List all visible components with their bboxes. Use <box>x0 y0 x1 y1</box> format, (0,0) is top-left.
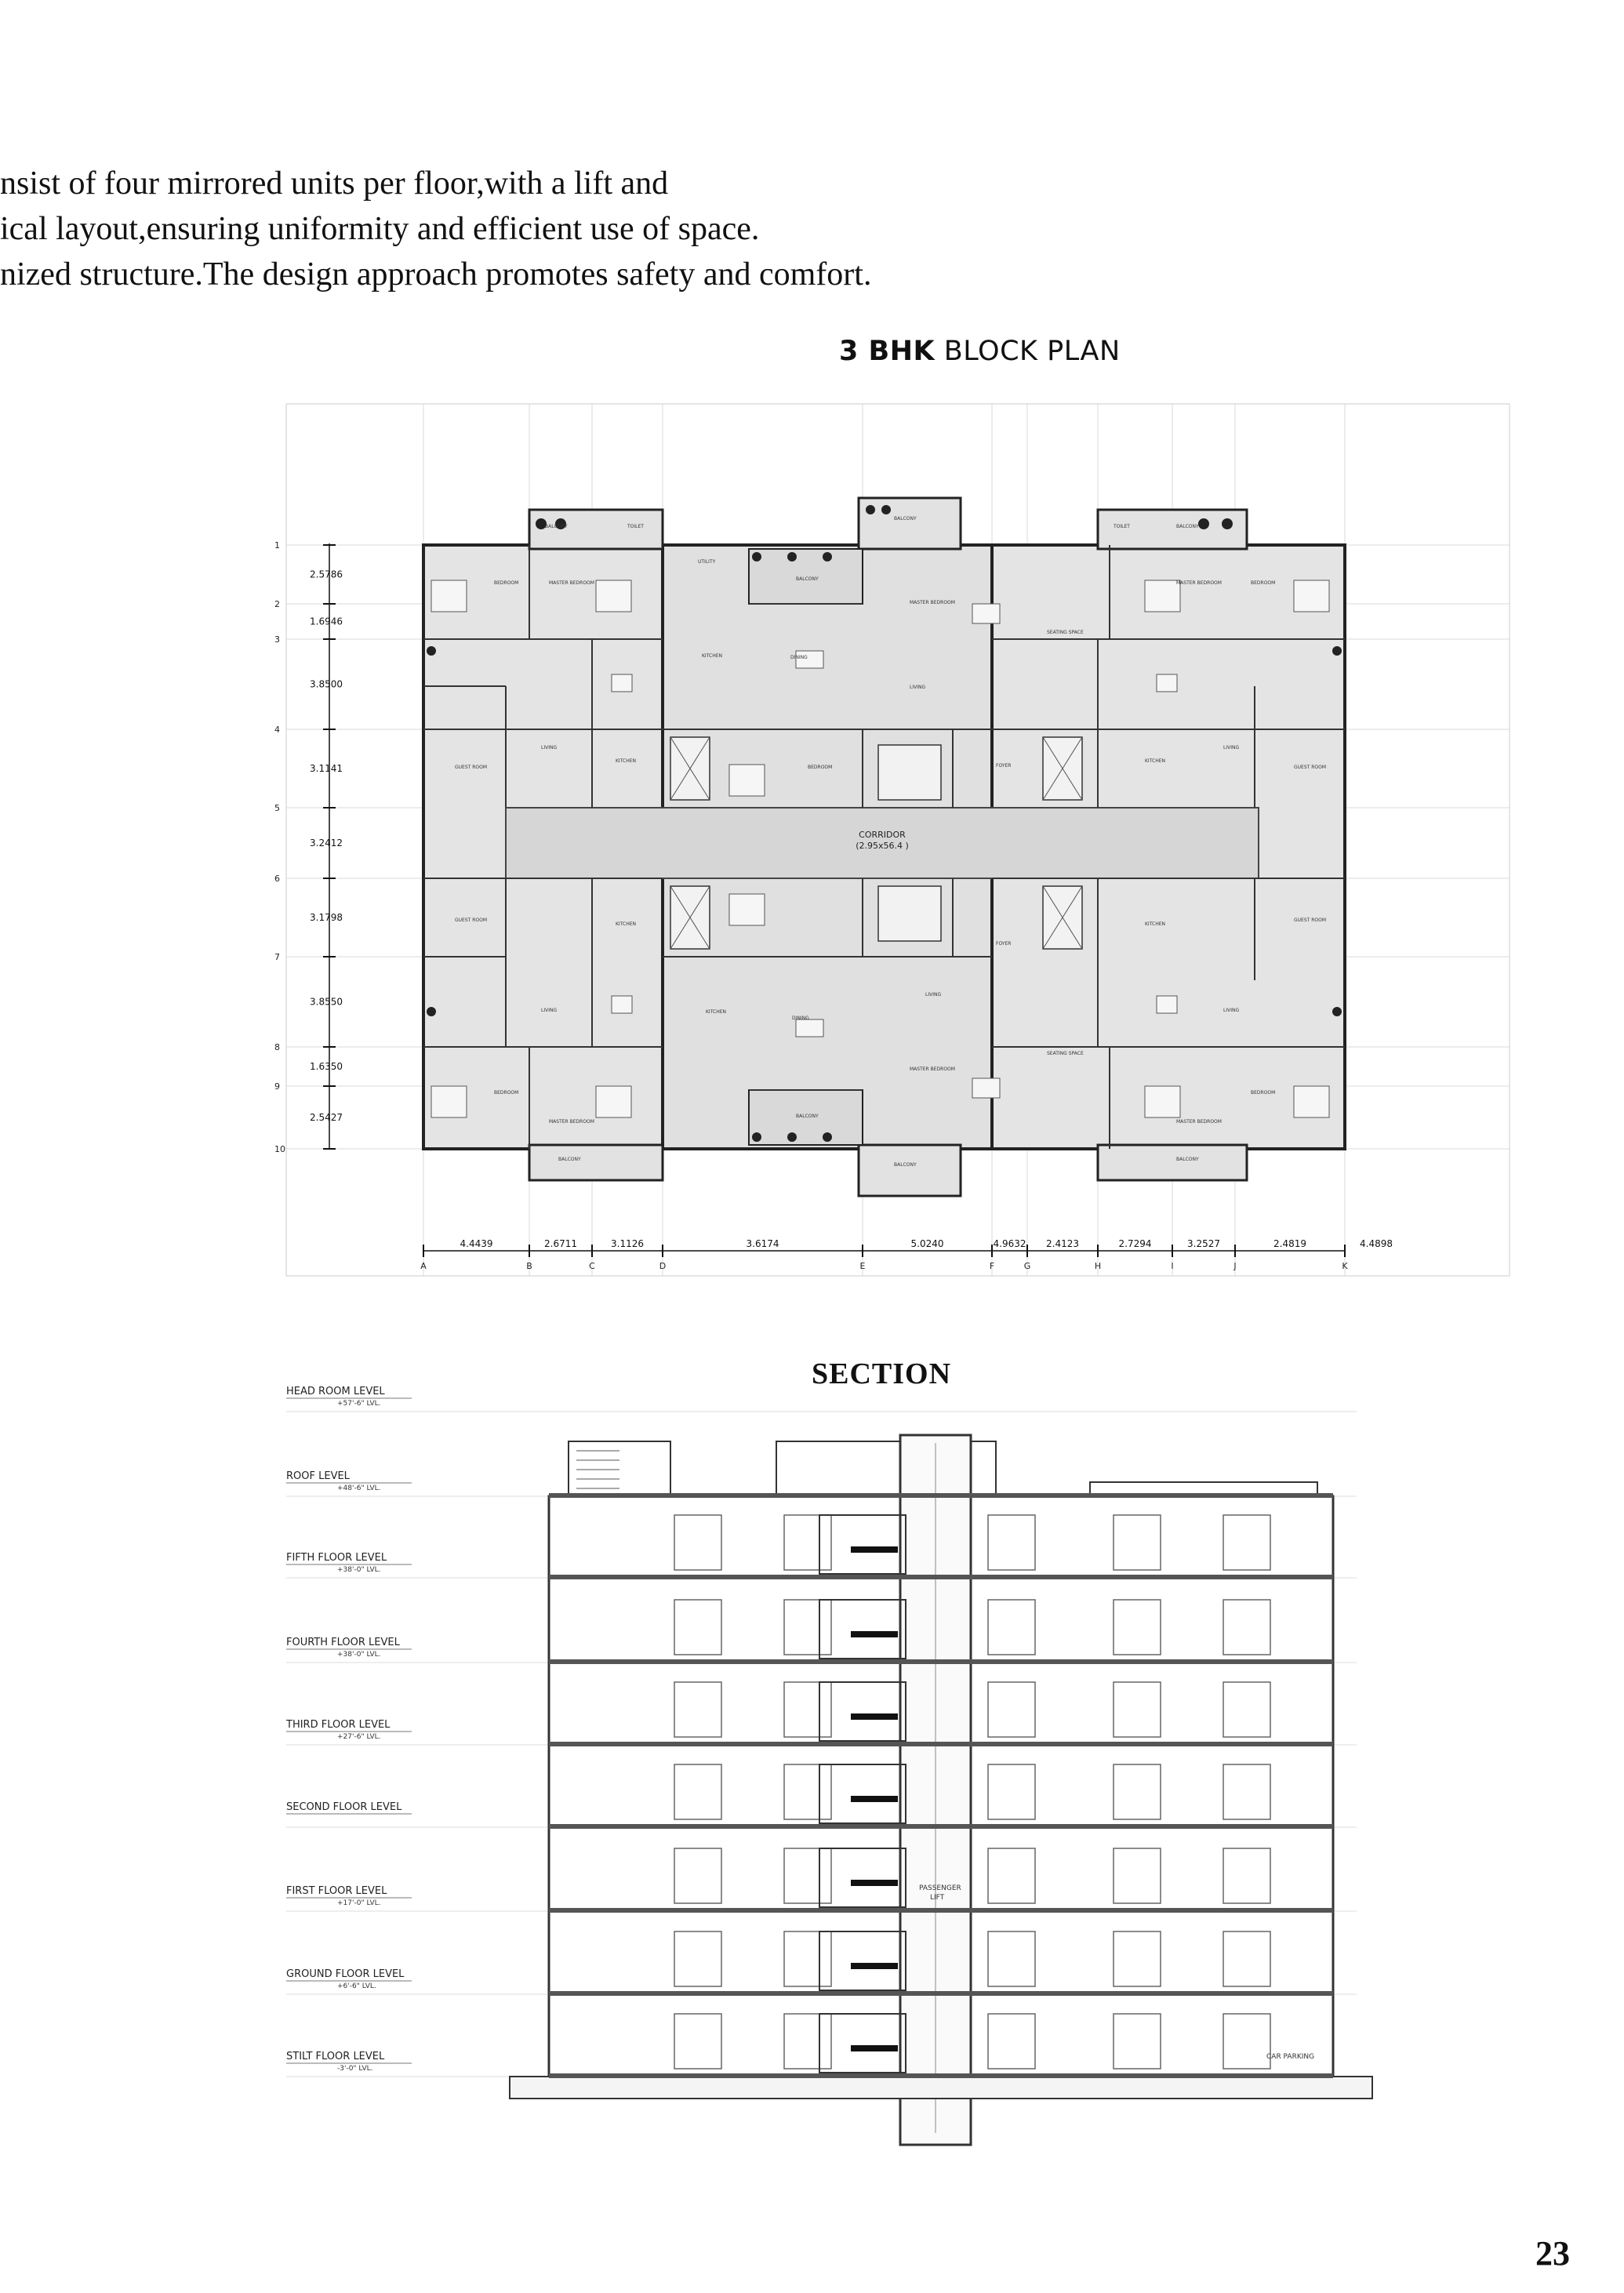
row-dimension: 3.8550 <box>310 996 343 1008</box>
level-name: HEAD ROOM LEVEL <box>286 1386 385 1397</box>
room-label-seating-n: SEATING SPACE <box>1047 630 1084 635</box>
level-name: GROUND FLOOR LEVEL <box>286 1968 405 1980</box>
level-name: STILT FLOOR LEVEL <box>286 2051 385 2062</box>
level-name: ROOF LEVEL <box>286 1470 350 1482</box>
window <box>674 1931 721 1986</box>
window <box>674 1682 721 1737</box>
wardrobe <box>819 1600 906 1659</box>
window <box>1114 1682 1161 1737</box>
floor-slab <box>549 1659 1333 1664</box>
col-dimension: 4.4898 <box>1360 1238 1393 1249</box>
level-name: THIRD FLOOR LEVEL <box>286 1719 391 1731</box>
room-label-kitchen-se: KITCHEN <box>1145 921 1165 927</box>
grid-col-id: I <box>1171 1261 1174 1271</box>
room-label-seating-s: SEATING SPACE <box>1047 1051 1084 1056</box>
floor-slab <box>549 1493 1333 1498</box>
window <box>1114 1515 1161 1570</box>
window <box>988 1848 1035 1903</box>
window <box>1223 1764 1270 1819</box>
room-label-bedroom-se: BEDROOM <box>1251 1090 1276 1096</box>
room-label-dining-s: DINING <box>792 1016 809 1021</box>
room-label-balcony-nw: BALCONY <box>545 524 568 529</box>
col-dimension: 3.6174 <box>746 1238 779 1249</box>
room-label-toilet-ne: TOILET <box>1114 524 1130 529</box>
row-dimension: 3.8500 <box>310 678 343 690</box>
shelf <box>851 1631 898 1637</box>
grid-col-id: D <box>659 1261 667 1271</box>
window <box>1223 1600 1270 1655</box>
level-name: SECOND FLOOR LEVEL <box>286 1801 402 1813</box>
window <box>784 2014 831 2069</box>
col-dimension: 3.2527 <box>1187 1238 1220 1249</box>
col-dimension: 2.7294 <box>1118 1238 1152 1249</box>
room-label-foyer-n: FOYER <box>996 763 1012 769</box>
row-dimension: 3.2412 <box>310 838 343 849</box>
room-label-kitchen-sw: KITCHEN <box>616 921 636 927</box>
room-label-foyer-s: FOYER <box>996 941 1012 947</box>
window <box>1223 2014 1270 2069</box>
section-building <box>510 1435 1372 2145</box>
window <box>784 1931 831 1986</box>
window <box>674 1600 721 1655</box>
room-label-balcony-n2: BALCONY <box>796 576 819 582</box>
room-label-kitchen-s: KITCHEN <box>706 1009 726 1015</box>
window <box>1114 1848 1161 1903</box>
window <box>784 1764 831 1819</box>
col-dimension: 2.6711 <box>544 1238 577 1249</box>
grid-col-id: A <box>420 1261 427 1271</box>
room-label-kitchen-nw: KITCHEN <box>616 758 636 764</box>
floor-slab <box>549 1991 1333 1996</box>
grid-row-id: 5 <box>274 803 280 813</box>
level-name: FIRST FLOOR LEVEL <box>286 1885 387 1897</box>
intro-line-2: ical layout,ensuring uniformity and efficient use of space. <box>0 211 760 247</box>
shelf <box>851 1713 898 1720</box>
room-label-balcony-s2: BALCONY <box>796 1114 819 1119</box>
level-value: +57'-6" LVL. <box>337 1400 381 1408</box>
wardrobe <box>819 2014 906 2073</box>
window <box>988 2014 1035 2069</box>
intro-line-3: nized structure.The design approach promotes safety and comfort. <box>0 256 872 293</box>
block-plan-title-rest: BLOCK PLAN <box>935 336 1121 367</box>
wardrobe <box>819 1931 906 1990</box>
window <box>784 1515 831 1570</box>
wardrobe <box>819 1848 906 1907</box>
window <box>988 1682 1035 1737</box>
room-label-master-bedroom-s: MASTER BEDROOM <box>910 1067 955 1072</box>
room-label-living-n: LIVING <box>910 685 926 690</box>
room-label-guest-se: GUEST ROOM <box>1294 918 1327 923</box>
room-label-dining-n: DINING <box>790 655 808 660</box>
room-label-master-bedroom-sw: MASTER BEDROOM <box>549 1119 594 1125</box>
grid-col-id: B <box>526 1261 532 1271</box>
room-label-living-nw: LIVING <box>541 745 558 750</box>
grid-row-id: 7 <box>274 952 280 962</box>
room-label-balcony-se: BALCONY <box>1176 1157 1199 1162</box>
level-value: +6'-6" LVL. <box>337 1982 376 1990</box>
window <box>674 1515 721 1570</box>
window <box>988 1600 1035 1655</box>
row-dimension: 1.6350 <box>310 1061 343 1072</box>
level-value: +17'-0" LVL. <box>337 1899 381 1907</box>
level-value: +48'-6" LVL. <box>337 1484 381 1492</box>
window <box>988 1931 1035 1986</box>
col-dimension: 3.1126 <box>611 1238 644 1249</box>
row-dimension: 1.6946 <box>310 616 343 627</box>
window <box>784 1848 831 1903</box>
col-dimension: 5.0240 <box>910 1238 944 1249</box>
level-value: +27'-6" LVL. <box>337 1733 381 1741</box>
stair-steps <box>576 1451 619 1488</box>
grid-row-id: 2 <box>274 599 280 609</box>
corridor-dim-label: (2.95x56.4 ) <box>856 841 909 851</box>
room-label-guest-nw: GUEST ROOM <box>455 765 488 770</box>
window <box>674 1848 721 1903</box>
room-label-living-s: LIVING <box>925 992 942 998</box>
floor-slab <box>549 1908 1333 1913</box>
wardrobe <box>819 1764 906 1823</box>
window <box>988 1515 1035 1570</box>
room-label-master-bedroom-se: MASTER BEDROOM <box>1176 1119 1222 1125</box>
shelf <box>851 1880 898 1886</box>
grid-col-id: K <box>1342 1261 1348 1271</box>
row-dimension: 2.5427 <box>310 1112 343 1123</box>
window <box>1114 1600 1161 1655</box>
grid-col-id: H <box>1094 1261 1102 1271</box>
room-label-balcony-s: BALCONY <box>894 1162 917 1168</box>
wardrobe <box>819 1682 906 1741</box>
grid-col-id: E <box>859 1261 866 1271</box>
lift-label-1: PASSENGER <box>919 1884 961 1892</box>
window <box>674 2014 721 2069</box>
room-label-guest-sw: GUEST ROOM <box>455 918 488 923</box>
grid-row-id: 3 <box>274 634 280 645</box>
grid-row-id: 4 <box>274 725 280 735</box>
room-label-toilet-nw: TOILET <box>627 524 644 529</box>
floor-slab <box>549 2073 1333 2078</box>
room-label-master-bedroom-n: MASTER BEDROOM <box>910 600 955 605</box>
section-title: SECTION <box>812 1357 952 1390</box>
level-value: +38'-0" LVL. <box>337 1651 381 1659</box>
col-dimension: 2.4123 <box>1046 1238 1079 1249</box>
page-number: 23 <box>1535 2234 1570 2273</box>
shelf <box>851 1963 898 1969</box>
col-dimension: 4.9632 <box>993 1238 1026 1249</box>
room-label-balcony-ne: BALCONY <box>1176 524 1199 529</box>
room-label-living-se: LIVING <box>1223 1008 1240 1013</box>
row-dimension: 3.1798 <box>310 912 343 923</box>
window <box>1114 1931 1161 1986</box>
room-label-bedroom-sw: BEDROOM <box>494 1090 519 1096</box>
room-label-balcony-sw: BALCONY <box>558 1157 581 1162</box>
window <box>1223 1515 1270 1570</box>
room-label-living-sw: LIVING <box>541 1008 558 1013</box>
room-label-master-bedroom-ne: MASTER BEDROOM <box>1176 580 1222 586</box>
grid-col-id: F <box>989 1261 995 1271</box>
level-value: -3'-0" LVL. <box>337 2065 373 2073</box>
window <box>1223 1931 1270 1986</box>
floor-slab <box>549 1824 1333 1829</box>
window <box>1223 1848 1270 1903</box>
row-dimension: 3.1141 <box>310 763 343 774</box>
lift-label-2: LIFT <box>930 1894 945 1902</box>
floor-slab <box>549 1742 1333 1746</box>
row-dimension: 2.5786 <box>310 569 343 580</box>
grid-row-id: 6 <box>274 874 280 884</box>
shelf <box>851 1546 898 1553</box>
grid-col-id: C <box>589 1261 595 1271</box>
window <box>988 1764 1035 1819</box>
grid-row-id: 1 <box>274 540 280 551</box>
window <box>1223 1682 1270 1737</box>
shelf <box>851 1796 898 1802</box>
window <box>674 1764 721 1819</box>
wardrobe <box>819 1515 906 1574</box>
room-label-bedroom-n: BEDROOM <box>808 765 833 770</box>
window <box>784 1682 831 1737</box>
room-label-balcony-n: BALCONY <box>894 516 917 521</box>
window <box>1114 1764 1161 1819</box>
level-name: FOURTH FLOOR LEVEL <box>286 1637 400 1648</box>
window <box>784 1600 831 1655</box>
room-label-living-ne: LIVING <box>1223 745 1240 750</box>
col-dimension: 4.4439 <box>460 1238 493 1249</box>
block-plan-title-bold: 3 BHK <box>839 336 936 367</box>
room-label-bedroom-ne: BEDROOM <box>1251 580 1276 586</box>
room-label-bedroom-nw: BEDROOM <box>494 580 519 586</box>
room-label-kitchen-n: KITCHEN <box>702 653 722 659</box>
window <box>1114 2014 1161 2069</box>
room-label-kitchen-ne: KITCHEN <box>1145 758 1165 764</box>
grid-col-id: G <box>1023 1261 1031 1271</box>
room-label-guest-ne: GUEST ROOM <box>1294 765 1327 770</box>
level-value: +38'-0" LVL. <box>337 1566 381 1574</box>
floor-slab <box>549 1575 1333 1579</box>
grid-row-id: 9 <box>274 1081 280 1092</box>
level-name: FIFTH FLOOR LEVEL <box>286 1552 387 1564</box>
room-label-utility-n: UTILITY <box>698 559 716 565</box>
col-dimension: 2.4819 <box>1273 1238 1306 1249</box>
car-parking-label: CAR PARKING <box>1266 2053 1315 2061</box>
shelf <box>851 2045 898 2051</box>
corridor-label: CORRIDOR <box>859 830 906 840</box>
room-label-master-bedroom-nw: MASTER BEDROOM <box>549 580 594 586</box>
intro-line-1: nsist of four mirrored units per floor,with a lift and <box>0 165 669 202</box>
grid-row-id: 8 <box>274 1042 280 1052</box>
grid-row-id: 10 <box>274 1144 285 1154</box>
grid-col-id: J <box>1233 1261 1237 1271</box>
